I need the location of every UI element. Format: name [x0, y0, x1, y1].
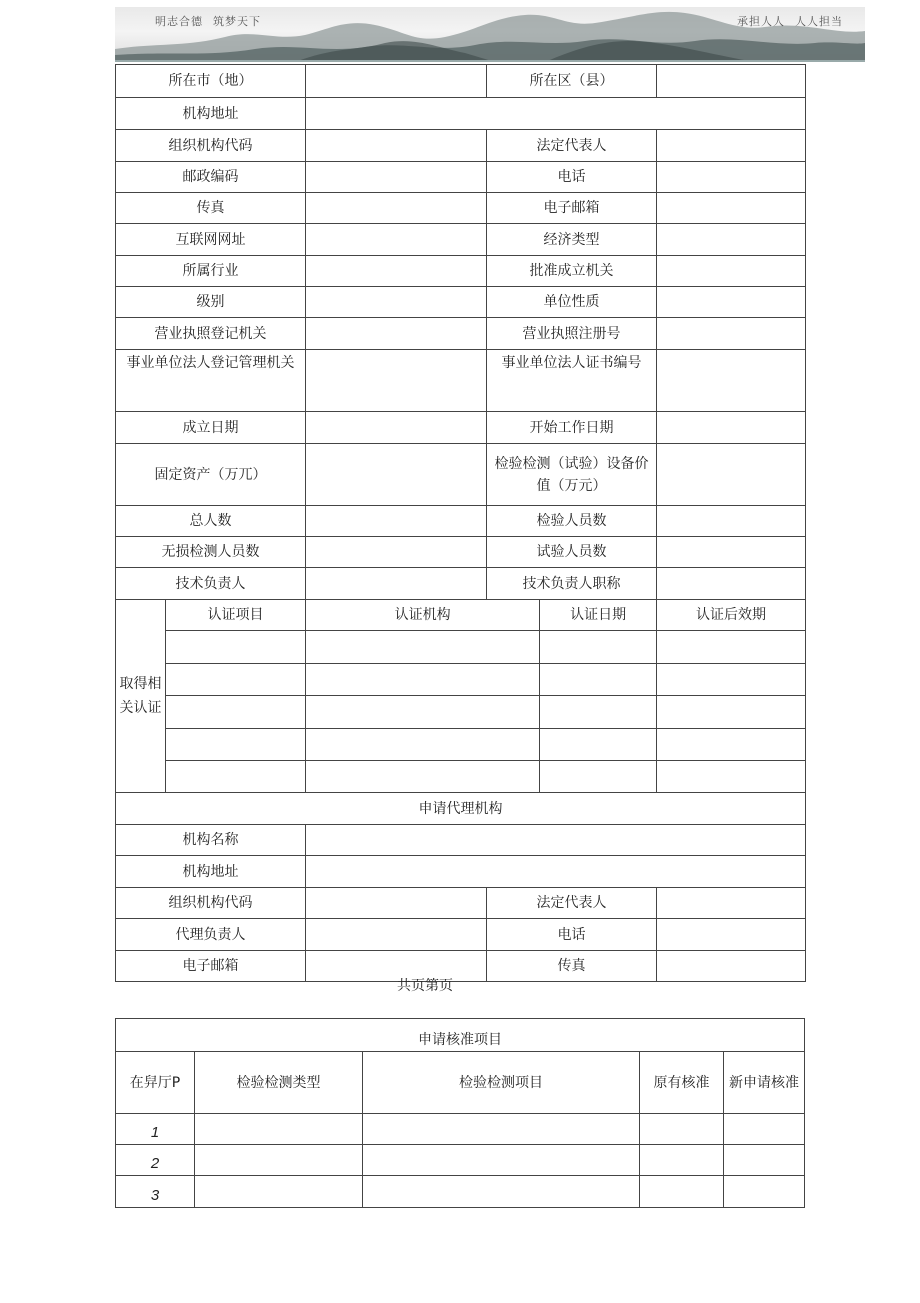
- cert-row: [116, 761, 806, 793]
- field-value-cell[interactable]: [306, 350, 487, 412]
- field-value-cell[interactable]: [657, 537, 806, 568]
- field-value-cell[interactable]: [657, 224, 806, 256]
- cert-cell[interactable]: [306, 664, 540, 695]
- field-value-cell[interactable]: [306, 537, 487, 568]
- cert-cell[interactable]: [306, 729, 540, 760]
- cert-cell[interactable]: [540, 696, 656, 728]
- column-header-serial: 在舁厅P: [116, 1052, 195, 1114]
- field-label: 法定代表人: [487, 130, 657, 162]
- field-value-cell[interactable]: [306, 568, 487, 600]
- cert-cell[interactable]: [657, 761, 806, 793]
- table-row: [116, 568, 806, 600]
- cert-column-header: 认证后效期: [657, 600, 806, 631]
- field-label: 检验人员数: [487, 506, 657, 537]
- field-value-cell[interactable]: [306, 98, 806, 130]
- table-cell[interactable]: [363, 1114, 640, 1145]
- cert-cell[interactable]: [657, 664, 806, 696]
- field-label: 事业单位法人证书编号: [487, 350, 657, 412]
- cert-column-header: 认证日期: [570, 607, 627, 623]
- field-label: 电子邮箱: [116, 951, 306, 982]
- field-label: 邮政编码: [116, 162, 306, 193]
- field-value-cell[interactable]: [306, 318, 487, 350]
- column-header-new: 新申请核准: [724, 1052, 805, 1114]
- table-row: [116, 919, 806, 951]
- table-row: [116, 506, 806, 537]
- field-label: 所在区（县）: [487, 65, 657, 98]
- field-label: 传真: [116, 193, 306, 224]
- table-row: [116, 130, 806, 162]
- table-row: [116, 65, 806, 98]
- field-value-cell[interactable]: [657, 287, 806, 318]
- cert-column-header: 认证机构: [306, 600, 540, 630]
- table-row: [116, 444, 806, 506]
- cert-row: [116, 729, 806, 761]
- column-header-type: 检验检测类型: [195, 1052, 363, 1114]
- cert-cell[interactable]: [166, 696, 306, 729]
- field-label: 事业单位法人登记管理机关: [116, 350, 306, 412]
- banner-divider: [115, 60, 865, 62]
- field-label: 所在巿（地）: [116, 65, 306, 98]
- cert-cell[interactable]: [657, 729, 806, 761]
- cert-section-label: 取得相关认证: [116, 600, 166, 793]
- table-row: [116, 287, 806, 318]
- field-value-cell[interactable]: [306, 162, 487, 193]
- table-row: [116, 162, 806, 193]
- table-cell[interactable]: [363, 1176, 640, 1208]
- table-cell[interactable]: [640, 1145, 724, 1176]
- cert-header-row: [116, 600, 806, 631]
- cert-cell[interactable]: [657, 631, 806, 664]
- cert-cell[interactable]: [166, 761, 306, 793]
- field-value-cell[interactable]: [657, 444, 806, 506]
- field-value-cell[interactable]: [306, 412, 487, 444]
- field-value-cell[interactable]: [657, 65, 806, 98]
- field-value-cell[interactable]: [306, 919, 487, 951]
- institution-info-table: [115, 64, 806, 982]
- cert-cell[interactable]: [306, 761, 540, 792]
- field-label: 电子邮箱: [487, 193, 657, 224]
- field-label: 组织机构代码: [116, 888, 306, 919]
- field-label: 互联网网址: [116, 224, 306, 256]
- field-label: 试验人员数: [487, 537, 657, 568]
- table-row: [116, 1145, 805, 1176]
- field-value-cell[interactable]: [657, 888, 806, 919]
- field-value-cell[interactable]: [657, 193, 806, 224]
- table-row: [116, 256, 806, 287]
- table-cell[interactable]: [640, 1176, 724, 1208]
- field-label: 组织机构代码: [116, 130, 306, 162]
- cert-cell[interactable]: [540, 761, 656, 792]
- row-number: 1: [116, 1114, 195, 1145]
- cert-cell[interactable]: [306, 696, 540, 728]
- field-value-cell[interactable]: [306, 825, 806, 856]
- field-value-cell[interactable]: [657, 256, 806, 287]
- cert-row: [116, 631, 806, 664]
- table-cell[interactable]: [640, 1114, 724, 1145]
- field-label: 电话: [487, 919, 657, 951]
- field-value-cell[interactable]: [657, 350, 806, 412]
- field-value-cell[interactable]: [657, 130, 806, 162]
- table-row: [116, 888, 806, 919]
- field-value-cell[interactable]: [657, 412, 806, 444]
- table-cell[interactable]: [724, 1114, 805, 1145]
- field-label: 营业执照登记机关: [116, 318, 306, 350]
- table-cell[interactable]: [195, 1145, 363, 1176]
- cert-cell[interactable]: [166, 729, 306, 761]
- field-label: 法定代表人: [487, 888, 657, 919]
- header-banner: [115, 7, 865, 62]
- table-row: [116, 825, 806, 856]
- table-row: [116, 1114, 805, 1145]
- page-counter: 共页第页: [397, 978, 453, 994]
- banner-slogan-right: 承担人人 人人担当: [737, 15, 843, 28]
- field-label: 机构地址: [116, 856, 306, 888]
- field-value-cell[interactable]: [306, 856, 806, 888]
- field-value-cell[interactable]: [306, 256, 487, 287]
- column-header-original: 原有核准: [640, 1052, 724, 1114]
- cert-column-header: 认证项目: [166, 600, 306, 631]
- field-label: 技术负责人: [116, 568, 306, 600]
- field-value-cell[interactable]: [306, 888, 487, 919]
- field-value-cell[interactable]: [306, 287, 487, 318]
- cert-row: [116, 664, 806, 696]
- field-label: 检验检测（试验）设备价值（万元）: [487, 444, 657, 506]
- field-value-cell[interactable]: [306, 444, 487, 506]
- field-value-cell[interactable]: [657, 162, 806, 193]
- field-value-cell[interactable]: [306, 130, 487, 162]
- agency-section-header: [116, 793, 806, 825]
- table-cell[interactable]: [724, 1145, 805, 1176]
- table-header-row: [116, 1052, 805, 1114]
- column-header-item: 检验检测项目: [363, 1052, 640, 1114]
- table-row: [116, 350, 806, 412]
- field-value-cell[interactable]: [306, 224, 487, 256]
- table-row: [116, 318, 806, 350]
- field-label: 开始工作日期: [487, 412, 657, 444]
- field-label: 成立日期: [116, 412, 306, 444]
- row-number: 2: [116, 1145, 195, 1176]
- banner-slogan-left: 明志合德 筑梦天下: [155, 15, 261, 28]
- table-row: [116, 1176, 805, 1208]
- field-label: 技术负责人职称: [487, 568, 657, 600]
- cert-cell[interactable]: [540, 631, 656, 663]
- table-row: [116, 193, 806, 224]
- approval-items-table: [115, 1018, 805, 1208]
- cert-cell[interactable]: [306, 631, 540, 663]
- field-label: 无损检测人员数: [116, 537, 306, 568]
- table-title-row: [116, 1019, 805, 1052]
- table-cell[interactable]: [195, 1114, 363, 1145]
- field-value-cell[interactable]: [306, 193, 487, 224]
- table-cell[interactable]: [724, 1176, 805, 1208]
- cert-cell[interactable]: [540, 664, 656, 695]
- row-number: 3: [116, 1176, 195, 1208]
- field-value-cell[interactable]: [657, 506, 806, 537]
- table-row: [116, 412, 806, 444]
- cert-cell[interactable]: [166, 631, 306, 664]
- field-value-cell[interactable]: [657, 318, 806, 350]
- cert-cell[interactable]: [657, 696, 806, 729]
- field-value-cell[interactable]: [657, 568, 806, 600]
- table-row: [116, 98, 806, 130]
- cert-cell[interactable]: [166, 664, 306, 696]
- field-label: 机构地址: [116, 98, 306, 130]
- field-value-cell[interactable]: [657, 919, 806, 951]
- table-title: 申请核准项目: [116, 1019, 805, 1052]
- field-label: 单位性质: [487, 287, 657, 318]
- field-label: 电话: [487, 162, 657, 193]
- field-label: 经济类型: [487, 224, 657, 256]
- field-label: 级别: [116, 287, 306, 318]
- table-cell[interactable]: [363, 1145, 640, 1176]
- field-label: 传真: [487, 951, 657, 982]
- table-cell[interactable]: [195, 1176, 363, 1208]
- cert-row: [116, 696, 806, 729]
- field-value-cell[interactable]: [306, 65, 487, 98]
- field-label: 总人数: [116, 506, 306, 537]
- field-label: 批准成立机关: [487, 256, 657, 287]
- table-row: [116, 856, 806, 888]
- field-label: 营业执照注册号: [487, 318, 657, 350]
- field-label: 所属行业: [116, 256, 306, 287]
- table-row: [116, 537, 806, 568]
- section-title: 申请代理机构: [116, 793, 806, 825]
- field-value-cell[interactable]: [306, 506, 487, 537]
- field-label: 代理负责人: [116, 919, 306, 951]
- field-label: 机构名称: [116, 825, 306, 856]
- cert-cell[interactable]: [540, 729, 656, 760]
- field-label: 固定资产（万兀）: [116, 444, 306, 506]
- table-row: [116, 224, 806, 256]
